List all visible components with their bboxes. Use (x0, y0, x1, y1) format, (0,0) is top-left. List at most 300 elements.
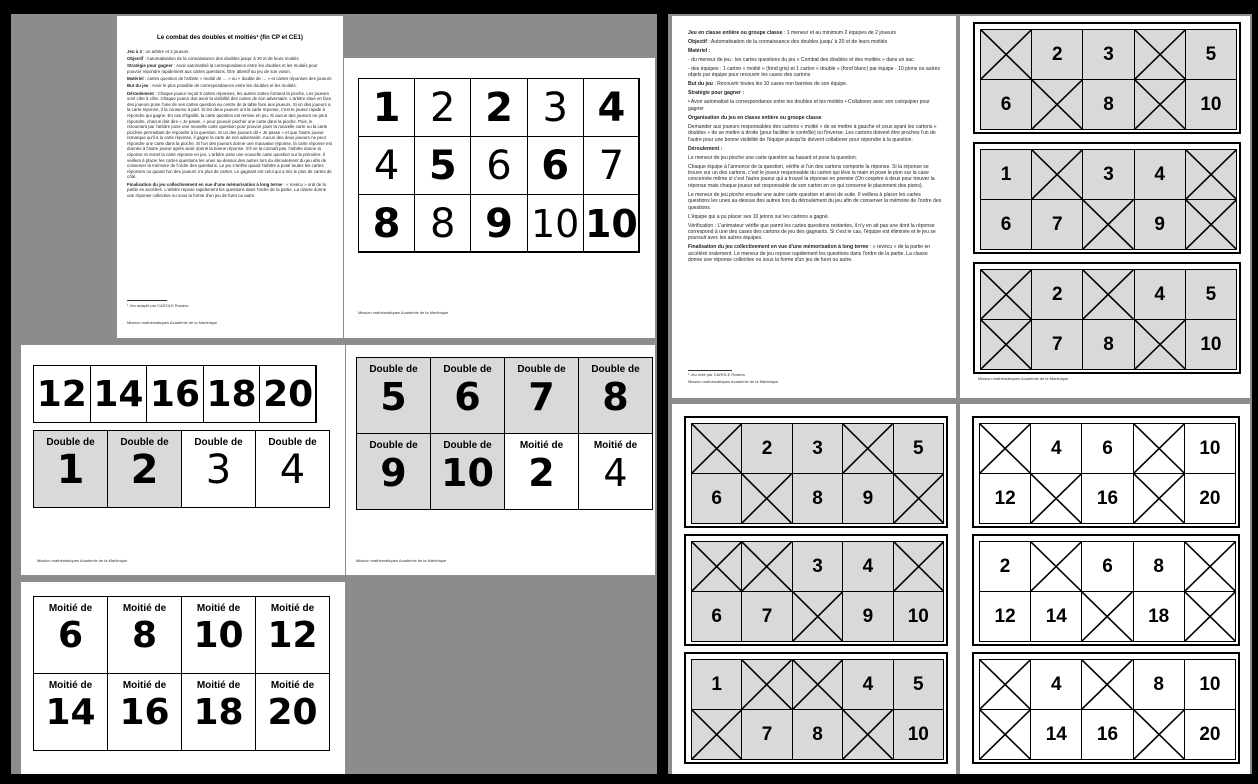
board-number: 18 (1148, 605, 1170, 627)
board-cell[interactable] (1185, 79, 1237, 130)
board-cell[interactable] (1031, 79, 1083, 130)
double-cards-page-2 (346, 345, 655, 575)
cross-icon (1082, 592, 1132, 641)
board-cell[interactable] (1030, 591, 1082, 642)
boards-page-bottom-left (672, 404, 956, 774)
question-card (255, 430, 330, 508)
board-number: 3 (812, 555, 823, 577)
cross-icon (843, 424, 892, 473)
number-cell (527, 136, 584, 195)
board-cell[interactable] (842, 659, 893, 710)
paragraph (688, 214, 942, 220)
card-label: Double de (369, 364, 418, 375)
cross-icon (692, 710, 741, 759)
number-value: 6 (541, 142, 570, 189)
card-value: 10 (193, 615, 244, 656)
board-cell[interactable] (1185, 319, 1237, 370)
paragraph-label: Organisation du jeu en classe entière ou groupe classe (688, 114, 822, 121)
paragraph-label: Déroulement : (688, 145, 723, 152)
card-value: 4 (603, 451, 628, 495)
board-cell[interactable] (1184, 591, 1236, 642)
number-cell (90, 365, 148, 423)
board-cell[interactable] (1031, 319, 1083, 370)
cross-icon (742, 474, 791, 523)
board-number: 10 (907, 605, 929, 627)
board-cell[interactable] (1081, 541, 1133, 592)
card-value: 1 (56, 447, 85, 493)
board-cell[interactable] (1082, 319, 1134, 370)
paragraph (688, 66, 942, 79)
board-cell[interactable] (691, 591, 742, 642)
moitie-cards-grid (33, 596, 331, 750)
board-number: 4 (1154, 283, 1165, 305)
number-cell (470, 78, 527, 137)
board-number: 5 (1205, 43, 1217, 65)
board-cell[interactable] (1031, 29, 1083, 80)
number-value: 4 (373, 142, 400, 189)
board-number: 8 (1103, 333, 1114, 355)
cross-icon (1186, 200, 1236, 249)
cross-icon (793, 660, 842, 709)
number-row-12-20 (33, 365, 316, 423)
question-card (33, 596, 108, 674)
number-grid (358, 78, 639, 252)
board-number: 4 (1154, 163, 1165, 185)
cross-icon (742, 660, 791, 709)
card-value: 16 (119, 692, 170, 733)
page2-body (688, 30, 942, 264)
page1-footnote: ¹ Jeu adapté par CAROLE Rosiers (127, 303, 189, 308)
paragraph-text: Vérification : L'animateur vérifie que parmi les cartes questions restantes, il n'y en ait pas une dont la réponse correspond à une des cases des cartons de jeu des gagnants. Si c'est le cas, l'équipe est éliminée et le jeu se poursuit avec les autres équipes. (688, 222, 936, 242)
game-board (973, 22, 1241, 134)
board-cell[interactable] (1134, 79, 1186, 130)
board-cell[interactable] (1030, 709, 1082, 760)
board-cell[interactable] (842, 473, 893, 524)
board-cell[interactable] (741, 541, 792, 592)
board-cell[interactable] (979, 709, 1031, 760)
board-number: 7 (761, 605, 773, 627)
board-cell[interactable] (1030, 423, 1082, 474)
paragraph-text: : « revécu » oral de la partie en accéléré. L'arbitre repose rapidement les questions dans l'ordre de la partie. La classe donne une réponse collective ou sous la forme d'un jeu de furet ou autre. (127, 181, 327, 198)
board-number: 2 (761, 437, 773, 459)
cross-icon (1134, 474, 1184, 523)
card-label: Moitié de (270, 680, 315, 691)
number-value: 1 (372, 84, 401, 131)
cross-icon (793, 592, 842, 641)
cross-icon (894, 542, 943, 591)
game-board (972, 416, 1240, 528)
rules-page-2 (672, 16, 956, 398)
board-cell[interactable] (1134, 319, 1186, 370)
card-label: Double de (194, 437, 243, 448)
board-cell[interactable] (1030, 473, 1082, 524)
board-number: 10 (1199, 673, 1221, 695)
paragraph-label: Objectif (127, 56, 144, 62)
cross-icon (843, 710, 892, 759)
boards-bl-stack (684, 416, 948, 766)
number-value: 7 (598, 142, 625, 189)
question-card (504, 433, 579, 510)
cross-icon (981, 30, 1031, 79)
page2-footnote: ¹ Jeu créé par CAROLE Rosiers (688, 372, 745, 377)
board-number: 6 (1000, 93, 1012, 115)
board-cell[interactable] (980, 199, 1032, 250)
board-cell[interactable] (741, 473, 792, 524)
card-label: Double de (369, 440, 418, 451)
board-cell[interactable] (1030, 659, 1082, 710)
board-cell[interactable] (792, 473, 843, 524)
paragraph-text: : Avoir le plus possible de correspondances entre les doubles et les moitiés. (148, 83, 297, 89)
boards-page-bottom-right (960, 404, 1250, 774)
paragraph-text: Chaque équipe à l'annonce de la question, vérifie si l'un des cartons comporte la réponse. Si la réponse se trouve sur un des cartons, c'est le joueur responsable du carton qui lève la main et pose le pion sur la case concernée même si c'est l'autre joueur qui a trouvé la réponse en premier (On coopère à deux pour trouver la réponse mais chaque joueur est responsable de son carton en ce qui concerne le placement des pions). (688, 163, 935, 189)
card-label: Double de (120, 437, 169, 448)
board-cell[interactable] (1082, 199, 1134, 250)
board-cell[interactable] (979, 541, 1031, 592)
board-number: 9 (1154, 213, 1165, 235)
question-card (356, 357, 431, 434)
number-value: 18 (206, 373, 257, 415)
board-cell[interactable] (792, 591, 843, 642)
paragraph-text: Le meneur de jeu pioche ensuite une autre carte question et ainsi de suite. Il veillera à placer les cartes questions les unes au-dessus des autres lors du déroulement du jeu afin de conserver la mémoire de l'ordre des questions. (688, 191, 942, 211)
board-cell[interactable] (980, 269, 1032, 320)
paragraph (688, 30, 942, 36)
game-board (973, 262, 1241, 374)
board-cell[interactable] (1081, 709, 1133, 760)
number-cell (527, 194, 584, 253)
board-cell[interactable] (1133, 709, 1185, 760)
paragraph-text: • Avoir automatisé la correspondance entre les doubles et les moitiés • Collaborer avec son coéquipier pour gagner (688, 99, 930, 112)
footnote-rule-2 (688, 370, 732, 371)
game-board (973, 142, 1241, 254)
card-value: 2 (528, 451, 555, 495)
board-cell[interactable] (980, 29, 1032, 80)
board-number: 14 (1045, 723, 1067, 745)
board-number: 9 (862, 487, 874, 509)
card-label: Double de (443, 364, 492, 375)
board-cell[interactable] (1082, 79, 1134, 130)
paragraph (688, 192, 942, 211)
paragraph (688, 48, 942, 54)
card-value: 14 (45, 692, 96, 733)
board-number: 20 (1199, 487, 1221, 509)
question-card (430, 433, 505, 510)
board-cell[interactable] (1133, 591, 1185, 642)
board-cell[interactable] (842, 541, 893, 592)
paragraph-text: - des équipes : 1 carton « moitié » (fond gris) et 1 carton « double » (fond blanc) par équipe - 10 pions ou autres objets par équipe pour recouvrir les cases des cartons (688, 66, 941, 79)
cross-icon (1134, 710, 1184, 759)
cross-icon (1185, 542, 1235, 591)
paragraph-text: Le meneur de jeu pioche une carte question au hasard et pose la question. (688, 154, 858, 161)
board-cell[interactable] (741, 659, 792, 710)
number-cell (358, 78, 415, 137)
board-cell[interactable] (792, 541, 843, 592)
number-value: 8 (372, 200, 401, 247)
board-number: 5 (1205, 283, 1217, 305)
board-cell[interactable] (691, 659, 742, 710)
board-cell[interactable] (1184, 541, 1236, 592)
card-value: 7 (528, 375, 555, 419)
board-cell[interactable] (842, 591, 893, 642)
board-cell[interactable] (741, 709, 792, 760)
paragraph-text: L'équipe qui a pu placer ses 10 jetons sur les cartons a gagné. (688, 213, 830, 220)
number-value: 10 (584, 201, 638, 246)
paragraph (688, 81, 942, 87)
double-page2-footer: Mission mathématiques Académie de la Martinique (356, 558, 447, 563)
question-card (107, 673, 182, 751)
board-cell[interactable] (979, 659, 1031, 710)
board-cell[interactable] (1185, 269, 1237, 320)
game-board (972, 534, 1240, 646)
number-value: 20 (263, 373, 314, 415)
paragraph-text: : Chaque joueur reçoit 5 cartes réponses, les autres cartes forment la pioche. Les joueurs sont côte à côte. Chaque joueur doit avoir la visibilité des cartes de son adversaire. L'arbitre situé en face des joueurs pose l'une de ses cartes question au centre de la table face aux joueurs. Si un des joueurs a la carte réponse, il la conserve à part. Si les deux joueurs ont la carte réponse, c'est le joueur rapide à répondre qui gagne. En cas d'égalité, la carte question est remise en jeu. Si aucun des joueurs ne peut répondre, chacun doit dire « Je passe, » pour pouvoir piocher une carte dans la pioche. Puis, le retournant par l'arbitre pose une nouvelle carte question pour pouvoir jouer la nouvelle carte ou la carte piochée permettant de répondre à la question. Si un des joueurs dit « Je passe » et que l'autre joueur remarque qu'il a la carte réponse, il gagne la carte de son adversaire. Aucun des deux joueurs ne peut répondre une carte dans la pioche. Si l'un des joueurs donne une mauvaise réponse, la carte réponse est donnée à l'autre joueur après avoir donné la bonne réponse. S'il ne la connaît pas, l'arbitre donne la réponse et remet la carte réponse en jeu. L'arbitre pose une nouvelle carte question sur la première. Il veillera à placer les cartes questions les unes au-dessus des autres lors du déroulement du jeu afin de conserver la mémoire de l'ordre des questions. Le jeu s'arrête quand l'arbitre a posé toutes les cartes réponses ou quand l'un des joueurs n'a plus de cartes. Le gagnant est celui qui a mis le plus de cartes de côté. (127, 90, 332, 180)
board-number: 12 (994, 487, 1016, 509)
paragraph (127, 76, 333, 82)
board-cell[interactable] (1184, 709, 1236, 760)
board-cell[interactable] (1185, 199, 1237, 250)
card-label: Double de (46, 437, 95, 448)
board-number: 6 (711, 487, 722, 509)
board-cell[interactable] (1082, 29, 1134, 80)
paragraph-label: Jeu en classe entière ou groupe classe (688, 30, 783, 36)
paragraph (688, 39, 942, 45)
board-cell[interactable] (1081, 423, 1133, 474)
card-value: 8 (602, 375, 629, 419)
board-cell[interactable] (1133, 659, 1185, 710)
cross-icon (692, 424, 741, 473)
question-card (255, 596, 330, 674)
board-cell[interactable] (1133, 423, 1185, 474)
paragraph (127, 63, 333, 74)
paragraph-label: Jeu à 3 (127, 49, 142, 54)
board-cell[interactable] (1185, 149, 1237, 200)
board-number: 7 (1051, 213, 1063, 235)
board-cell[interactable] (691, 423, 742, 474)
number-cell (527, 78, 584, 137)
board-number: 14 (1045, 605, 1067, 627)
board-cell[interactable] (691, 473, 742, 524)
card-label: Moitié de (122, 680, 167, 691)
board-number: 2 (1051, 283, 1063, 305)
number-grid-page (344, 58, 655, 338)
number-value: 14 (93, 373, 144, 415)
number-cell (583, 136, 640, 195)
game-board (684, 534, 948, 646)
board-number: 2 (1051, 43, 1063, 65)
board-number: 6 (1000, 213, 1012, 235)
cross-icon (1083, 270, 1133, 319)
paragraph-label: Finalisation du jeu collectivement en vue d'une mémorisation à long terme (688, 244, 869, 251)
game-board (972, 652, 1240, 764)
page1-title: Le combat des doubles et moitiés¹ (fin CP et CE1) (156, 34, 303, 41)
board-cell[interactable] (741, 423, 792, 474)
board-cell[interactable] (1082, 149, 1134, 200)
board-cell[interactable] (980, 79, 1032, 130)
board-cell[interactable] (741, 591, 792, 642)
board-cell[interactable] (1184, 659, 1236, 710)
board-cell[interactable] (979, 591, 1031, 642)
board-number: 5 (913, 673, 924, 695)
board-number: 3 (1103, 163, 1114, 185)
paragraph-label: Finalisation du jeu collectivement en vue d'une mémorisation à long terme (127, 181, 283, 187)
board-cell[interactable] (1081, 659, 1133, 710)
cross-icon (1186, 150, 1236, 199)
paragraph (127, 49, 333, 55)
question-card (504, 357, 579, 434)
paragraph (688, 57, 942, 63)
number-cell (203, 365, 261, 423)
board-number: 8 (1103, 93, 1114, 115)
board-cell[interactable] (1030, 541, 1082, 592)
number-value: 6 (486, 142, 512, 189)
paragraph-text: : un arbitre et 2 joueurs (141, 49, 189, 54)
cross-icon (1135, 80, 1185, 129)
board-number: 4 (862, 673, 874, 695)
moitie-cards-page (21, 582, 345, 774)
board-cell[interactable] (842, 709, 893, 760)
number-cell (583, 78, 640, 137)
card-value: 4 (279, 447, 306, 493)
board-number: 4 (862, 555, 874, 577)
board-number: 6 (711, 605, 722, 627)
number-value: 16 (149, 373, 201, 415)
card-value: 12 (267, 615, 318, 656)
number-cell (414, 136, 471, 195)
question-card (181, 673, 256, 751)
paragraph-text: : « revécu » de la partie en accéléré oralement. Le meneur de jeu repose rapidement les questions dans l'ordre de la partie. La classe donne une réponse collective ou sous la forme d'un jeu de furet ou autre. (688, 244, 931, 264)
board-cell[interactable] (893, 423, 944, 474)
double-page-footer: Mission mathématiques Académie de la Martinique (37, 558, 128, 563)
board-cell[interactable] (1031, 199, 1083, 250)
number-cell (470, 136, 527, 195)
paragraph-text: : Automatisation de la connaissance des doubles jusqu' à 20 et de leurs moitiés (143, 56, 299, 62)
number-value: 2 (485, 84, 513, 131)
board-cell[interactable] (893, 659, 944, 710)
board-cell[interactable] (1184, 423, 1236, 474)
rules-page-1 (117, 16, 343, 338)
board-number: 16 (1096, 487, 1119, 509)
board-cell[interactable] (893, 591, 944, 642)
board-cell[interactable] (1134, 199, 1186, 250)
board-cell[interactable] (792, 423, 843, 474)
card-value: 6 (57, 615, 84, 656)
question-card (578, 433, 653, 510)
card-value: 18 (193, 692, 244, 733)
board-cell[interactable] (691, 541, 742, 592)
cross-icon (742, 542, 791, 591)
board-cell[interactable] (1133, 473, 1185, 524)
paragraph-text: - du meneur de jeu : les cartes questions du jeu « Combat des doubles et des moitiés » dans un sac (688, 57, 914, 63)
footnote-rule (127, 300, 167, 301)
board-number: 8 (1153, 555, 1164, 577)
board-cell[interactable] (1185, 29, 1237, 80)
board-cell[interactable] (792, 659, 843, 710)
board-cell[interactable] (1184, 473, 1236, 524)
game-board (684, 652, 948, 764)
number-cell (470, 194, 527, 253)
card-label: Double de (591, 364, 640, 375)
board-cell[interactable] (893, 541, 944, 592)
card-label: Moitié de (519, 440, 564, 451)
board-cell[interactable] (792, 709, 843, 760)
board-cell[interactable] (1133, 541, 1185, 592)
board-cell[interactable] (1081, 473, 1133, 524)
board-cell[interactable] (1134, 29, 1186, 80)
card-label: Moitié de (196, 680, 241, 691)
board-number: 5 (913, 437, 924, 459)
paragraph-label: Matériel (127, 76, 144, 82)
board-cell[interactable] (691, 709, 742, 760)
paragraph-label: Matériel : (688, 48, 711, 54)
paragraph (688, 164, 942, 190)
number-cell (33, 365, 91, 423)
board-number: 20 (1199, 723, 1221, 745)
paragraph-label: But du jeu (688, 81, 713, 88)
board-number: 2 (999, 555, 1011, 577)
paragraph (127, 56, 333, 62)
number-cell (146, 365, 204, 423)
boards-top-footer: Mission mathématiques Académie de la Martinique (978, 376, 1069, 381)
card-value: 2 (130, 447, 159, 493)
board-cell[interactable] (1031, 269, 1083, 320)
paragraph-text: : Automatisation de la connaissance des doubles jusqu' à 20 et de leurs moitiés (706, 39, 888, 45)
board-cell[interactable] (893, 709, 944, 760)
paragraph-label: Déroulement (127, 90, 154, 96)
card-label: Moitié de (48, 603, 93, 614)
cross-icon (1031, 542, 1081, 591)
board-cell[interactable] (1082, 269, 1134, 320)
board-cell[interactable] (980, 149, 1032, 200)
boards-br-stack (972, 416, 1240, 766)
card-value: 6 (454, 375, 481, 419)
board-cell[interactable] (842, 423, 893, 474)
paragraph-text: : Avoir automatisé la correspondance entre les doubles et les moitiés pour pouvoir répondre rapidement aux cartes questions. Être attentif au jeu de son voisin. (127, 63, 318, 74)
number-cell (414, 78, 471, 137)
board-cell[interactable] (1081, 591, 1133, 642)
board-number: 6 (1102, 555, 1113, 577)
cross-icon (1134, 424, 1184, 473)
board-cell[interactable] (979, 473, 1031, 524)
board-cell[interactable] (979, 423, 1031, 474)
number-value: 3 (542, 84, 568, 131)
board-number: 8 (812, 487, 823, 509)
board-cell[interactable] (980, 319, 1032, 370)
question-card (181, 596, 256, 674)
question-card (356, 433, 431, 510)
number-value: 9 (485, 200, 513, 247)
board-number: 10 (1199, 437, 1221, 459)
board-number: 16 (1096, 723, 1119, 745)
boards-page-top (960, 16, 1250, 398)
board-cell[interactable] (1134, 269, 1186, 320)
card-value: 3 (205, 447, 232, 493)
cross-icon (1185, 592, 1235, 641)
board-cell[interactable] (1031, 149, 1083, 200)
number-value: 4 (597, 84, 626, 131)
game-board (684, 416, 948, 528)
number-cell (259, 365, 317, 423)
paragraph-text: : Recouvrir toutes les 10 cases non barrées de son équipe. (712, 81, 848, 88)
cross-icon (1083, 200, 1133, 249)
cross-icon (980, 424, 1030, 473)
board-cell[interactable] (1134, 149, 1186, 200)
board-number: 10 (1200, 93, 1222, 115)
paragraph (127, 83, 333, 89)
board-number: 1 (711, 673, 722, 695)
board-cell[interactable] (893, 473, 944, 524)
board-number: 12 (994, 605, 1016, 627)
board-number: 3 (1103, 43, 1114, 65)
paragraph-label: Stratégie pour gagner : (688, 90, 745, 97)
